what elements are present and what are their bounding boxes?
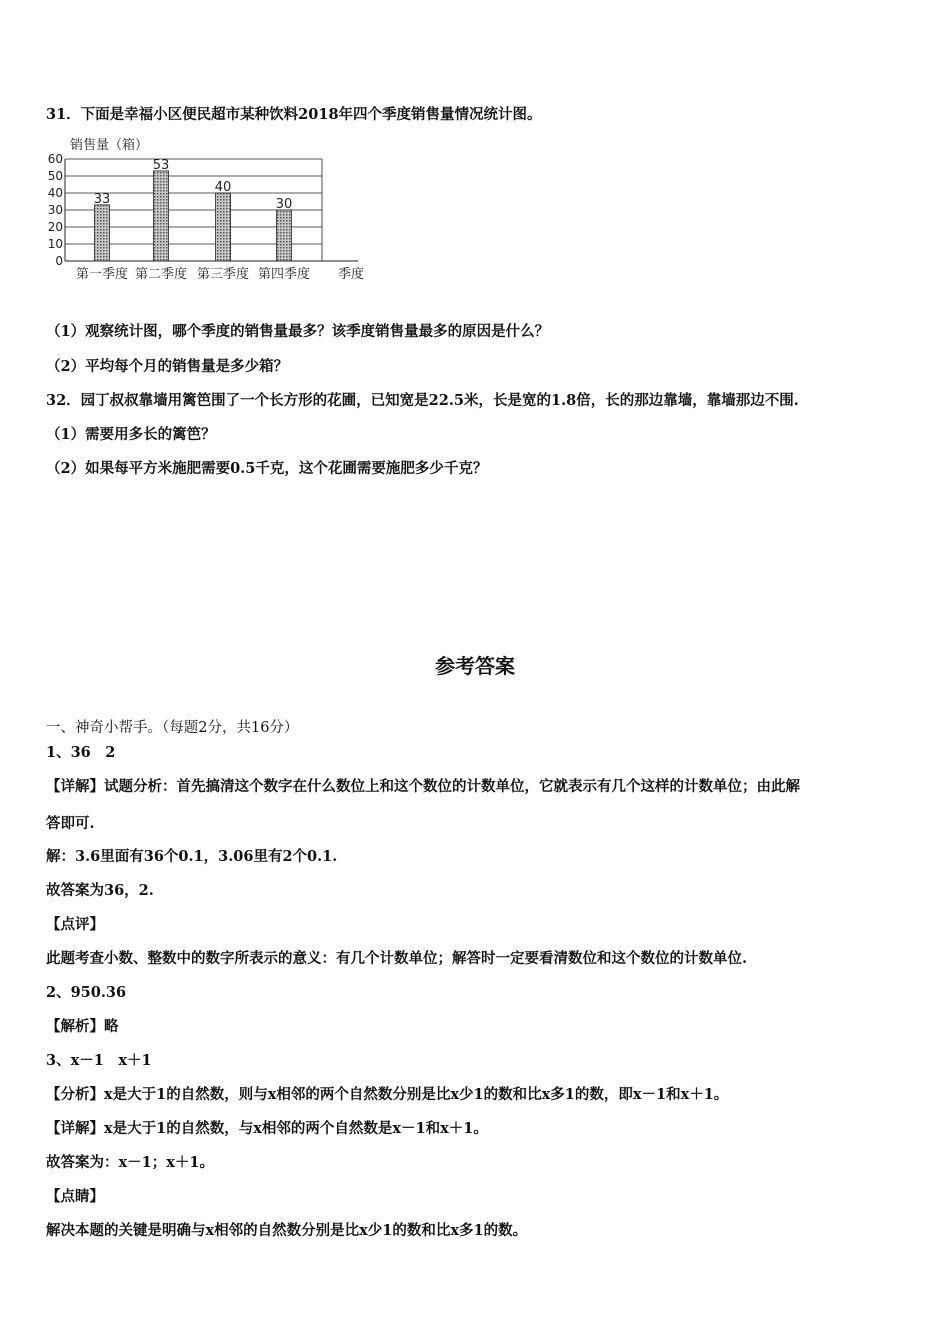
question-31-sub1: （1）观察统计图，哪个季度的销售量最多？该季度销售量最多的原因是什么？ <box>46 323 550 340</box>
answer-1-comment-tag: 【点评】 <box>46 916 104 933</box>
answer-3-comment: 解决本题的关键是明确与x相邻的自然数分别是比x少1的数和比x多1的数。 <box>46 1222 528 1239</box>
category-label: 第一季度 <box>75 267 129 282</box>
answer-3-detail: 【详解】x是大于1的自然数，与x相邻的两个自然数是x－1和x＋1。 <box>46 1120 488 1137</box>
y-tick-label: 30 <box>47 203 63 217</box>
answer-2-analysis: 【解析】略 <box>46 1018 119 1035</box>
answer-1-comment: 此题考查小数、整数中的数字所表示的意义：有几个计数单位；解答时一定要看清数位和这个数位的计数单位. <box>46 950 748 967</box>
bar-chart <box>40 130 380 290</box>
bar <box>95 205 110 261</box>
question-31: 31．下面是幸福小区便民超市某种饮料2018年四个季度销售量情况统计图。 <box>46 106 542 123</box>
category-label: 第二季度 <box>134 267 188 282</box>
data-label: 30 <box>275 197 293 212</box>
y-tick-label: 20 <box>47 220 63 234</box>
category-label: 第三季度 <box>196 267 250 282</box>
data-label: 33 <box>93 191 111 207</box>
y-tick-label: 0 <box>55 254 63 268</box>
bar <box>154 171 169 261</box>
section-1-heading: 一、神奇小帮手。（每题2分，共16分） <box>46 720 299 736</box>
y-tick-label: 50 <box>47 169 63 183</box>
answer-3-final: 故答案为：x－1；x＋1。 <box>46 1154 214 1171</box>
answer-3-analysis: 【分析】x是大于1的自然数，则与x相邻的两个自然数分别是比x少1的数和比x多1的数，即x－1和x＋1。 <box>46 1086 729 1103</box>
bar <box>216 193 231 261</box>
answer-1-detail-cont: 答即可. <box>46 815 95 832</box>
answer-1-detail: 【详解】试题分析：首先搞清这个数字在什么数位上和这个数位的计数单位，它就表示有几个这样的计数单位；由此解 <box>46 778 800 795</box>
question-32: 32．园丁叔叔靠墙用篱笆围了一个长方形的花圃，已知宽是22.5米，长是宽的1.8倍，长的那边靠墙，靠墙那边不围. <box>46 392 799 409</box>
y-tick-label: 10 <box>47 237 63 251</box>
answer-3-comment-tag: 【点睛】 <box>46 1188 104 1205</box>
category-label: 第四季度 <box>257 267 311 282</box>
question-31-sub2: （2）平均每个月的销售量是多少箱？ <box>46 358 289 375</box>
y-axis-label: 销售量（箱） <box>70 138 149 153</box>
answer-3: 3、x－1 x＋1 <box>46 1052 152 1069</box>
y-tick-label: 60 <box>47 152 63 166</box>
answer-2: 2、950.36 <box>46 984 127 1001</box>
answer-1-final: 故答案为36，2. <box>46 882 154 899</box>
bar <box>277 210 292 261</box>
answer-1: 1、36 2 <box>46 744 116 761</box>
data-label: 40 <box>214 180 232 195</box>
y-tick-label: 40 <box>47 186 63 200</box>
x-axis-label: 季度 <box>337 267 365 282</box>
question-32-sub1: （1）需要用多长的篱笆？ <box>46 426 216 443</box>
answers-heading: 参考答案 <box>435 654 515 678</box>
data-label: 53 <box>152 157 170 173</box>
question-32-sub2: （2）如果每平方米施肥需要0.5千克，这个花圃需要施肥多少千克？ <box>46 460 488 477</box>
answer-1-solution: 解：3.6里面有36个0.1，3.06里有2个0.1. <box>46 848 338 865</box>
